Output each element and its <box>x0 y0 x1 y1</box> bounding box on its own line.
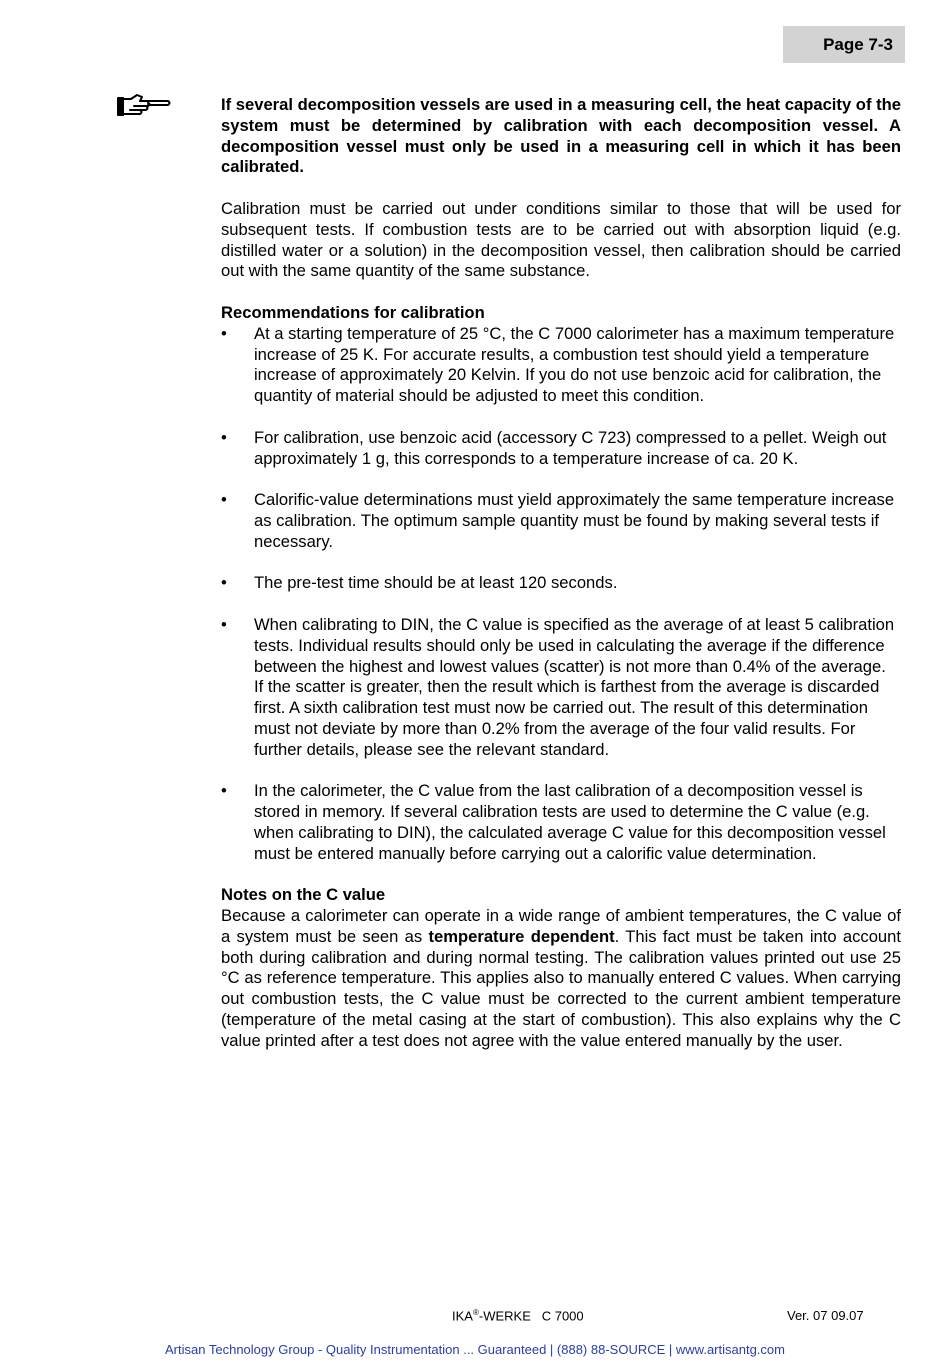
bullet: • <box>221 614 227 634</box>
list-item <box>221 615 901 761</box>
list-item-text: When calibrating to DIN, the C value is specified as the average of at least 5 calibration tests. Individual results should only be used in calculating the average if the difference between the highest and lowest values (scatter) is not more than 0.4% of the average. <box>254 614 895 676</box>
footer-brand-model: -WERKE C 7000 <box>478 1308 584 1324</box>
recommendations-heading: Recommendations for calibration <box>221 302 485 322</box>
bullet: • <box>221 573 227 593</box>
bullet: • <box>221 323 227 343</box>
list-item <box>221 324 901 407</box>
c-value-emphasis: temperature dependent <box>428 926 615 946</box>
list-item-text: At a starting temperature of 25 °C, the C 7000 calorimeter has a maximum temperature increase of 25 K. For accurate results, a combustion test should yield a temperature increase of approximately 20 Kelvin. If you do not use benzoic acid for calibration, the quantity of material should be adjusted to meet this condition. <box>254 323 895 406</box>
list-item <box>221 490 901 552</box>
footer-version: Ver. 07 09.07 <box>787 1308 864 1323</box>
footer-brand <box>452 1308 584 1323</box>
bullet: • <box>221 427 227 447</box>
intro-paragraph: Calibration must be carried out under conditions similar to those that will be used for subsequent tests. If combustion tests are to be carried out with absorption liquid (e.g. distilled water or a solution) in the decomposition vessel, then calibration should be carried out with the same quantity of the same substance. <box>221 198 901 281</box>
list-item <box>221 573 901 594</box>
list-item-text: Calorific-value determinations must yield approximately the same temperature increase as calibration. The optimum sample quantity must be found by making several tests if necessary. <box>254 490 895 551</box>
list-item <box>221 781 901 864</box>
list-item-text: For calibration, use benzoic acid (accessory C 723) compressed to a pellet. Weigh out approximately 1 g, this corresponds to a temperature increase of ca. 20 K. <box>254 427 887 468</box>
bullet: • <box>221 490 227 510</box>
page-body <box>221 95 901 1052</box>
pointing-hand-icon <box>116 92 172 120</box>
c-value-text-before: Because a calorimeter can operate in a wide range of ambient temperatures, the C value of a system must be seen as <box>221 906 901 946</box>
artisan-footer-link[interactable]: Artisan Technology Group - Quality Instrumentation ... Guaranteed | (888) 88-SOURCE | www.artisantg.com <box>165 1342 785 1357</box>
list-item-continuation: If the scatter is greater, then the result which is farthest from the average is discarded first. A sixth calibration test must now be carried out. The result of this determination must not deviate by more than 0.2% from the average of the four valid results. For further details, please see the relevant standard. <box>254 677 880 759</box>
c-value-heading: Notes on the C value <box>221 885 386 905</box>
calibration-note: If several decomposition vessels are used in a measuring cell, the heat capacity of the system must be determined by calibration with each decomposition vessel. A decomposition vessel must only be used in a measuring cell in which it has been calibrated. <box>221 95 901 177</box>
c-value-paragraph <box>221 906 901 1052</box>
list-item <box>221 428 901 470</box>
recommendations-list <box>221 324 901 865</box>
list-item-text: In the calorimeter, the C value from the last calibration of a decomposition vessel is stored in memory. If several calibration tests are used to determine the C value (e.g. when calibrating to DIN), the calculated average C value for this decomposition vessel must be entered manually before carrying out a calorific value determination. <box>254 781 886 863</box>
c-value-text-after: . This fact must be taken into account both during calibration and during normal testing. The calibration values printed out use 25 °C as reference temperature. This applies also to manually entered C values. When carrying out combustion tests, the C value must be corrected to the current ambient temperature (temperature of the metal casing at the start of combustion). This also explains why the C value printed after a test does not agree with the value entered manually by the user. <box>221 926 901 1050</box>
page-number: Page 7-3 <box>823 34 893 54</box>
list-item-text: The pre-test time should be at least 120 seconds. <box>254 573 618 593</box>
page-number-badge <box>783 26 905 63</box>
footer-brand-prefix: IKA <box>452 1308 473 1324</box>
bullet: • <box>221 781 227 801</box>
registered-mark: ® <box>472 1308 479 1317</box>
